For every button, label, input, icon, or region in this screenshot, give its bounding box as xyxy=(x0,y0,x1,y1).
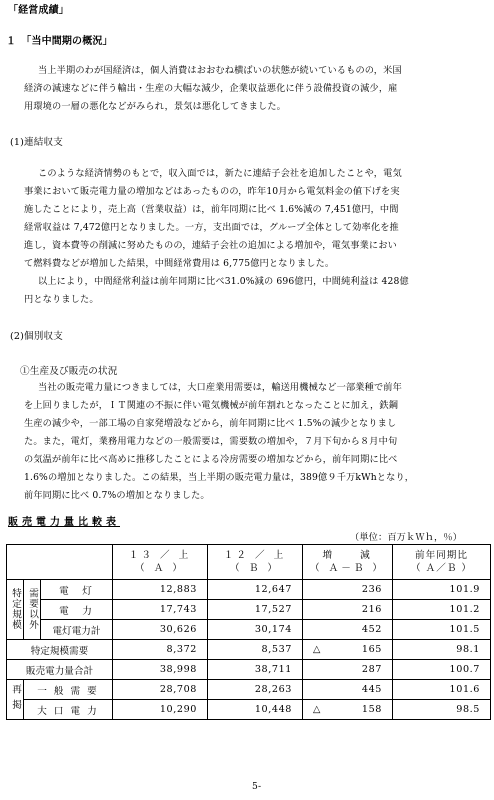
negative-mark: △ xyxy=(313,644,321,655)
production-line: 前年同期に比べ 0.7%の増加となりました。 xyxy=(24,490,210,501)
production-line: た。また，電灯，業務用電力などの一般需要は，需要数の増加や，７月下旬から８月中旬 xyxy=(24,436,398,447)
header-col-b-line1: １２ ／ 上 xyxy=(223,550,287,561)
table-row xyxy=(7,700,491,720)
cell-b: 12,647 xyxy=(208,580,303,600)
diff-value: 216 xyxy=(361,604,382,615)
page-number: 5- xyxy=(252,781,262,792)
cell-diff xyxy=(303,660,393,680)
diff-value: 236 xyxy=(361,584,382,595)
consolidated-line: 事業において販売電力量の増加などはあったものの，昨年10月から電気料金の値下げを実 xyxy=(24,186,400,197)
production-line: 当社の販売電力量につきましては，大口産業用需要は，輸送用機械など一部業種で前年 xyxy=(38,382,402,393)
row-label: 特定規模需要 xyxy=(7,640,113,660)
cell-b: 10,448 xyxy=(208,700,303,720)
header-empty-cell xyxy=(7,545,113,580)
consolidated-line: て燃料費などが増加した結果，中間経常費用は 6,775億円となりました。 xyxy=(24,258,335,269)
cell-diff xyxy=(303,680,393,700)
consolidated-line: 進し，資本費等の削減に努めたものの，連結子会社の追加による増加や，電気事業におい xyxy=(24,240,397,251)
cell-diff xyxy=(303,640,393,660)
consolidated-line: 施したことにより，売上高（営業収益）は，前年同期に比べ 1.6%減の 7,451億円，中間 xyxy=(24,204,399,215)
header-col-ratio-line1: 前年同期比 xyxy=(415,550,468,561)
production-line: を上回りましたが，ＩＴ関連の不振に伴い電気機械が前年割れとなったことに加え，鉄鋼 xyxy=(24,400,399,411)
diff-value: 287 xyxy=(361,664,382,675)
table-row xyxy=(7,620,491,640)
cell-ratio: 101.2 xyxy=(393,600,491,620)
cell-b: 8,537 xyxy=(208,640,303,660)
group-label-inner: 需要以外 xyxy=(24,580,41,640)
table-title: 販売電力量比較表 xyxy=(8,517,120,528)
consolidated-line: このような経済情勢のもとで，収入面では，新たに連結子会社を追加したことや，電気 xyxy=(38,168,402,179)
group-label-outer: 特定規模 xyxy=(7,580,24,640)
cell-ratio: 101.6 xyxy=(393,680,491,700)
table-header-row xyxy=(7,545,491,580)
diff-value: 165 xyxy=(361,644,382,655)
header-col-ratio-line2: （ Ａ／Ｂ ） xyxy=(410,563,473,574)
header-col-diff xyxy=(303,545,393,580)
sub-title: １ 「当中間期の概況」 xyxy=(6,36,113,47)
individual-heading: (2)個別収支 xyxy=(10,331,64,342)
consolidated-heading: (1)連結収支 xyxy=(10,137,64,148)
cell-b: 17,527 xyxy=(208,600,303,620)
consolidated-line: 以上により，中間経常利益は前年同期に比べ31.0%減の 696億円，中間純利益は 428億 xyxy=(38,276,409,287)
table-row xyxy=(7,580,491,600)
overview-line: 経済の減速などに伴う輸出・生産の大幅な減少，企業収益悪化に伴う設備投資の減少，雇 xyxy=(24,83,398,94)
production-heading: ①生産及び販売の状況 xyxy=(20,366,118,377)
cell-a: 30,626 xyxy=(113,620,208,640)
overview-line: 用環境の一層の悪化などがみられ，景気は悪化してきました。 xyxy=(24,101,287,112)
production-line: 1.6%の増加となりました。この結果，当上半期の販売電力量は，389億９千万kWhとなり， xyxy=(24,472,415,483)
cell-a: 12,883 xyxy=(113,580,208,600)
diff-value: 452 xyxy=(361,624,382,635)
cell-diff xyxy=(303,600,393,620)
cell-ratio: 98.1 xyxy=(393,640,491,660)
consolidated-line: 経常収益は 7,472億円となりました。一方，支出面では，グループ全体として効率化を推 xyxy=(24,222,399,233)
header-col-a xyxy=(113,545,208,580)
group-label-reprint: 再掲 xyxy=(7,680,24,720)
row-label: 電灯電力計 xyxy=(41,620,113,640)
cell-ratio: 101.9 xyxy=(393,580,491,600)
cell-a: 8,372 xyxy=(113,640,208,660)
table-unit: （単位：百万ｋＷｈ，％） xyxy=(350,532,463,543)
section-title: 「経営成績」 xyxy=(8,5,69,16)
row-label: 電 力 xyxy=(41,600,113,620)
production-line: の気温が前年に比べ高めに推移したことによる冷房需要の増加などから，前年同期に比べ xyxy=(24,454,398,465)
cell-b: 38,711 xyxy=(208,660,303,680)
cell-a: 17,743 xyxy=(113,600,208,620)
cell-a: 10,290 xyxy=(113,700,208,720)
cell-a: 38,998 xyxy=(113,660,208,680)
header-col-a-line1: １３ ／ 上 xyxy=(128,550,192,561)
overview-line: 当上半期のわが国経済は，個人消費はおおむね横ばいの状態が続いているものの，米国 xyxy=(38,65,402,76)
negative-mark: △ xyxy=(313,704,321,715)
row-label: 販売電力量合計 xyxy=(7,660,113,680)
header-col-ratio xyxy=(393,545,491,580)
header-col-a-line2: （ Ａ ） xyxy=(135,563,185,574)
diff-value: 158 xyxy=(361,704,382,715)
cell-b: 30,174 xyxy=(208,620,303,640)
diff-value: 445 xyxy=(361,684,382,695)
cell-diff xyxy=(303,620,393,640)
header-col-b xyxy=(208,545,303,580)
sales-volume-table xyxy=(6,544,491,720)
cell-ratio: 98.5 xyxy=(393,700,491,720)
cell-a: 28,708 xyxy=(113,680,208,700)
row-label: 一 般 需 要 xyxy=(24,680,113,700)
table-row xyxy=(7,640,491,660)
row-label: 電 灯 xyxy=(41,580,113,600)
header-col-diff-line1: 増 減 xyxy=(322,550,373,561)
header-col-b-line2: （ Ｂ ） xyxy=(230,563,280,574)
table-row xyxy=(7,660,491,680)
cell-diff xyxy=(303,580,393,600)
cell-ratio: 100.7 xyxy=(393,660,491,680)
table-row xyxy=(7,600,491,620)
cell-b: 28,263 xyxy=(208,680,303,700)
cell-diff xyxy=(303,700,393,720)
production-line: 生産の減少や，一部工場の自家発増設などから，前年同期に比べ 1.5%の減少となりまし xyxy=(24,418,397,429)
table-row xyxy=(7,680,491,700)
header-col-diff-line2: （ Ａ－Ｂ ） xyxy=(309,563,386,574)
row-label: 大 口 電 力 xyxy=(24,700,113,720)
cell-ratio: 101.5 xyxy=(393,620,491,640)
consolidated-line: 円となりました。 xyxy=(24,294,99,305)
